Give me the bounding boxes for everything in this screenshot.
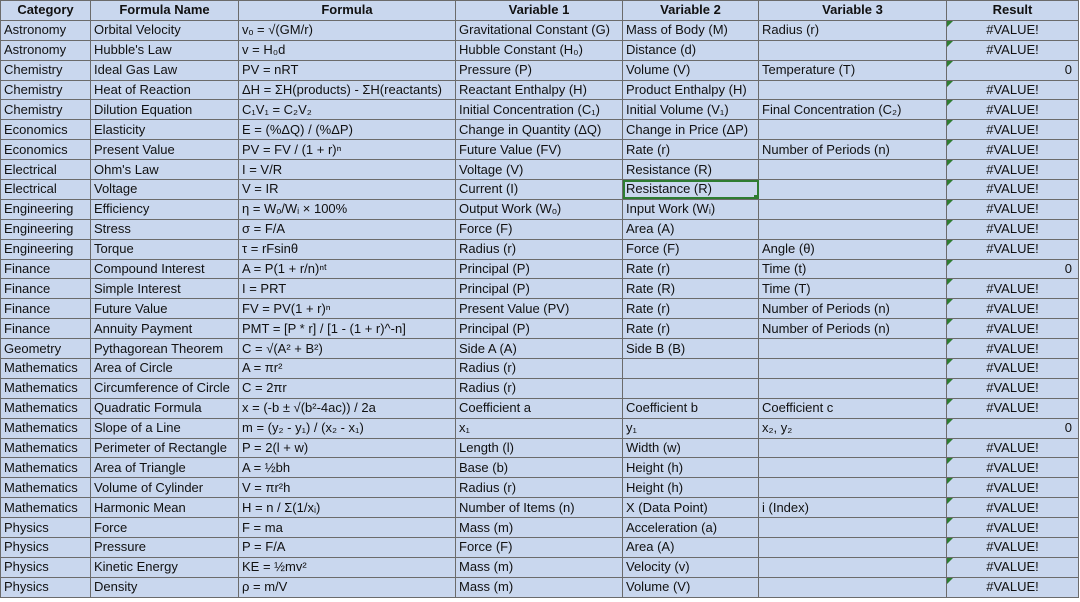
error-indicator-icon [947,319,953,325]
result-cell[interactable]: #VALUE! [947,279,1079,299]
table-row [1,239,1079,259]
variable-1-cell[interactable]: Principal (P) [456,279,623,299]
variable-2-cell[interactable]: Height (h) [623,478,759,498]
variable-1-cell[interactable]: x₁ [456,418,623,438]
table-body [1,20,1079,597]
error-indicator-icon [947,578,953,584]
result-cell[interactable]: #VALUE! [947,378,1079,398]
variable-1-cell[interactable]: Pressure (P) [456,60,623,80]
table-row [1,60,1079,80]
column-header-variable-1[interactable]: Variable 1 [456,1,623,21]
error-indicator-icon [947,299,953,305]
variable-1-cell[interactable]: Length (l) [456,438,623,458]
table-row [1,180,1079,200]
variable-2-cell[interactable]: Change in Price (ΔP) [623,120,759,140]
variable-1-cell[interactable]: Radius (r) [456,478,623,498]
formula-cell[interactable]: I = PRT [239,279,456,299]
formula-name-cell[interactable]: Harmonic Mean [91,498,239,518]
category-cell[interactable]: Mathematics [1,498,91,518]
variable-3-cell[interactable] [759,557,947,577]
formula-cell[interactable]: A = ½bh [239,458,456,478]
formula-name-cell[interactable]: Present Value [91,140,239,160]
formula-cell[interactable]: P = F/A [239,538,456,558]
table-row [1,259,1079,279]
formula-cell[interactable]: m = (y₂ - y₁) / (x₂ - x₁) [239,418,456,438]
table-row [1,359,1079,379]
result-cell[interactable]: 0 [947,60,1079,80]
formula-cell[interactable]: V = IR [239,180,456,200]
table-row [1,538,1079,558]
result-cell[interactable]: #VALUE! [947,319,1079,339]
variable-1-cell[interactable]: Mass (m) [456,557,623,577]
category-cell[interactable]: Chemistry [1,80,91,100]
variable-2-cell[interactable]: Volume (V) [623,577,759,597]
category-cell[interactable]: Chemistry [1,100,91,120]
error-indicator-icon [947,399,953,405]
category-cell[interactable]: Engineering [1,219,91,239]
variable-3-cell[interactable]: Radius (r) [759,20,947,40]
variable-1-cell[interactable]: Coefficient a [456,398,623,418]
variable-2-cell[interactable]: Velocity (v) [623,557,759,577]
result-cell[interactable]: #VALUE! [947,557,1079,577]
variable-3-cell[interactable]: Number of Periods (n) [759,140,947,160]
formula-cell[interactable]: P = 2(l + w) [239,438,456,458]
formula-cell[interactable]: I = V/R [239,160,456,180]
result-cell[interactable]: #VALUE! [947,160,1079,180]
variable-2-cell[interactable] [623,359,759,379]
category-cell[interactable]: Finance [1,259,91,279]
variable-3-cell[interactable] [759,359,947,379]
table-row [1,299,1079,319]
variable-2-cell[interactable]: Area (A) [623,538,759,558]
table-row [1,199,1079,219]
formula-name-cell[interactable]: Pythagorean Theorem [91,339,239,359]
formula-cell[interactable]: σ = F/A [239,219,456,239]
variable-2-cell[interactable]: Input Work (Wᵢ) [623,199,759,219]
variable-3-cell[interactable] [759,378,947,398]
formula-name-cell[interactable]: Area of Triangle [91,458,239,478]
formula-cell[interactable]: PV = FV / (1 + r)ⁿ [239,140,456,160]
error-indicator-icon [947,140,953,146]
variable-1-cell[interactable]: Current (I) [456,180,623,200]
formula-name-cell[interactable]: Orbital Velocity [91,20,239,40]
category-cell[interactable]: Mathematics [1,418,91,438]
formula-cell[interactable]: C = 2πr [239,378,456,398]
error-indicator-icon [947,498,953,504]
formula-name-cell[interactable]: Force [91,518,239,538]
result-cell[interactable]: #VALUE! [947,577,1079,597]
category-cell[interactable]: Engineering [1,239,91,259]
error-indicator-icon [947,379,953,385]
table-row [1,219,1079,239]
formula-name-cell[interactable]: Volume of Cylinder [91,478,239,498]
formula-name-cell[interactable]: Annuity Payment [91,319,239,339]
formula-name-cell[interactable]: Simple Interest [91,279,239,299]
variable-3-cell[interactable]: Time (T) [759,279,947,299]
variable-1-cell[interactable]: Future Value (FV) [456,140,623,160]
variable-2-cell[interactable]: Distance (d) [623,40,759,60]
formula-cell[interactable]: ρ = m/V [239,577,456,597]
error-indicator-icon [947,458,953,464]
variable-3-cell[interactable] [759,577,947,597]
formula-cell[interactable]: x = (-b ± √(b²-4ac)) / 2a [239,398,456,418]
variable-1-cell[interactable]: Present Value (PV) [456,299,623,319]
result-cell[interactable]: #VALUE! [947,359,1079,379]
formula-cell[interactable]: F = ma [239,518,456,538]
table-row [1,577,1079,597]
formula-cell[interactable]: ΔH = ΣH(products) - ΣH(reactants) [239,80,456,100]
variable-2-cell[interactable]: X (Data Point) [623,498,759,518]
error-indicator-icon [947,419,953,425]
column-header-formula-name[interactable]: Formula Name [91,1,239,21]
variable-3-cell[interactable]: Angle (θ) [759,239,947,259]
variable-2-cell[interactable]: Resistance (R) [623,160,759,180]
category-cell[interactable]: Chemistry [1,60,91,80]
variable-2-cell[interactable]: Mass of Body (M) [623,20,759,40]
error-indicator-icon [947,100,953,106]
table-row [1,398,1079,418]
category-cell[interactable]: Mathematics [1,478,91,498]
result-cell[interactable]: #VALUE! [947,518,1079,538]
error-indicator-icon [947,260,953,266]
formula-name-cell[interactable]: Torque [91,239,239,259]
table-row [1,279,1079,299]
result-cell[interactable]: #VALUE! [947,398,1079,418]
table-row [1,438,1079,458]
variable-1-cell[interactable]: Number of Items (n) [456,498,623,518]
category-cell[interactable]: Engineering [1,199,91,219]
formula-name-cell[interactable]: Future Value [91,299,239,319]
result-cell[interactable]: #VALUE! [947,339,1079,359]
column-header-result[interactable]: Result [947,1,1079,21]
table-row [1,319,1079,339]
formula-name-cell[interactable]: Ideal Gas Law [91,60,239,80]
formula-name-cell[interactable]: Elasticity [91,120,239,140]
formula-cell[interactable]: C = √(A² + B²) [239,339,456,359]
formula-name-cell[interactable]: Hubble's Law [91,40,239,60]
formula-name-cell[interactable]: Slope of a Line [91,418,239,438]
variable-2-cell[interactable]: Width (w) [623,438,759,458]
variable-1-cell[interactable]: Principal (P) [456,319,623,339]
variable-3-cell[interactable] [759,339,947,359]
category-cell[interactable]: Astronomy [1,20,91,40]
error-indicator-icon [947,439,953,445]
category-cell[interactable]: Electrical [1,160,91,180]
formula-name-cell[interactable]: Pressure [91,538,239,558]
variable-2-cell[interactable]: Area (A) [623,219,759,239]
variable-1-cell[interactable]: Mass (m) [456,518,623,538]
result-cell[interactable]: #VALUE! [947,100,1079,120]
variable-3-cell[interactable] [759,180,947,200]
category-cell[interactable]: Economics [1,140,91,160]
category-cell[interactable]: Finance [1,319,91,339]
category-cell[interactable]: Physics [1,557,91,577]
formula-cell[interactable]: τ = rFsinθ [239,239,456,259]
formula-cell[interactable]: PV = nRT [239,60,456,80]
result-cell[interactable]: #VALUE! [947,498,1079,518]
variable-2-cell[interactable]: Height (h) [623,458,759,478]
variable-3-cell[interactable]: Temperature (T) [759,60,947,80]
category-cell[interactable]: Physics [1,518,91,538]
result-cell[interactable]: #VALUE! [947,239,1079,259]
variable-3-cell[interactable] [759,160,947,180]
error-indicator-icon [947,359,953,365]
variable-1-cell[interactable]: Hubble Constant (H₀) [456,40,623,60]
table-row [1,498,1079,518]
result-cell[interactable]: #VALUE! [947,478,1079,498]
variable-2-cell[interactable]: Rate (r) [623,319,759,339]
result-cell[interactable]: #VALUE! [947,299,1079,319]
column-header-category[interactable]: Category [1,1,91,21]
variable-2-cell[interactable]: Acceleration (a) [623,518,759,538]
error-indicator-icon [947,200,953,206]
error-indicator-icon [947,339,953,345]
column-header-variable-2[interactable]: Variable 2 [623,1,759,21]
formula-cell[interactable]: vₒ = √(GM/r) [239,20,456,40]
formula-name-cell[interactable]: Efficiency [91,199,239,219]
formula-cell[interactable]: η = Wₒ/Wᵢ × 100% [239,199,456,219]
result-cell[interactable]: #VALUE! [947,458,1079,478]
variable-1-cell[interactable]: Change in Quantity (ΔQ) [456,120,623,140]
formula-cell[interactable]: E = (%ΔQ) / (%ΔP) [239,120,456,140]
table-row [1,378,1079,398]
category-cell[interactable]: Electrical [1,180,91,200]
result-cell[interactable]: #VALUE! [947,120,1079,140]
variable-1-cell[interactable]: Reactant Enthalpy (H) [456,80,623,100]
error-indicator-icon [947,240,953,246]
formula-cell[interactable]: PMT = [P * r] / [1 - (1 + r)^-n] [239,319,456,339]
error-indicator-icon [947,518,953,524]
formula-cell[interactable]: C₁V₁ = C₂V₂ [239,100,456,120]
variable-1-cell[interactable]: Base (b) [456,458,623,478]
category-cell[interactable]: Astronomy [1,40,91,60]
variable-3-cell[interactable] [759,458,947,478]
formula-cell[interactable]: KE = ½mv² [239,557,456,577]
formula-name-cell[interactable]: Perimeter of Rectangle [91,438,239,458]
formula-name-cell[interactable]: Compound Interest [91,259,239,279]
error-indicator-icon [947,160,953,166]
formula-cell[interactable]: A = πr² [239,359,456,379]
table-row [1,20,1079,40]
formula-name-cell[interactable]: Circumference of Circle [91,378,239,398]
table-row [1,40,1079,60]
table-row [1,478,1079,498]
category-cell[interactable]: Mathematics [1,398,91,418]
variable-2-cell[interactable]: Product Enthalpy (H) [623,80,759,100]
formula-name-cell[interactable]: Voltage [91,180,239,200]
formula-cell[interactable]: v = H₀d [239,40,456,60]
error-indicator-icon [947,220,953,226]
formula-name-cell[interactable]: Area of Circle [91,359,239,379]
variable-1-cell[interactable]: Force (F) [456,538,623,558]
category-cell[interactable]: Geometry [1,339,91,359]
result-cell[interactable]: 0 [947,259,1079,279]
formula-name-cell[interactable]: Quadratic Formula [91,398,239,418]
table-row [1,100,1079,120]
error-indicator-icon [947,41,953,47]
table-row [1,120,1079,140]
variable-1-cell[interactable]: Mass (m) [456,577,623,597]
error-indicator-icon [947,21,953,27]
variable-1-cell[interactable]: Radius (r) [456,378,623,398]
variable-3-cell[interactable]: Number of Periods (n) [759,299,947,319]
category-cell[interactable]: Mathematics [1,378,91,398]
table-row [1,140,1079,160]
table-row [1,418,1079,438]
variable-3-cell[interactable]: Coefficient c [759,398,947,418]
variable-1-cell[interactable]: Force (F) [456,219,623,239]
formula-cell[interactable]: A = P(1 + r/n)ⁿᵗ [239,259,456,279]
variable-2-cell[interactable]: Side B (B) [623,339,759,359]
variable-2-cell[interactable]: y₁ [623,418,759,438]
variable-2-cell[interactable]: Force (F) [623,239,759,259]
formula-cell[interactable]: FV = PV(1 + r)ⁿ [239,299,456,319]
result-cell[interactable]: #VALUE! [947,219,1079,239]
variable-2-cell[interactable]: Coefficient b [623,398,759,418]
variable-3-cell[interactable] [759,518,947,538]
error-indicator-icon [947,81,953,87]
formula-cell[interactable]: H = n / Σ(1/xᵢ) [239,498,456,518]
formula-cell[interactable]: V = πr²h [239,478,456,498]
variable-1-cell[interactable]: Initial Concentration (C₁) [456,100,623,120]
category-cell[interactable]: Finance [1,299,91,319]
table-row [1,339,1079,359]
variable-2-cell[interactable]: Initial Volume (V₁) [623,100,759,120]
variable-3-cell[interactable] [759,80,947,100]
table-row [1,518,1079,538]
result-cell[interactable]: #VALUE! [947,140,1079,160]
error-indicator-icon [947,538,953,544]
variable-1-cell[interactable]: Principal (P) [456,259,623,279]
variable-3-cell[interactable] [759,478,947,498]
table-row [1,160,1079,180]
result-cell[interactable]: #VALUE! [947,538,1079,558]
variable-1-cell[interactable]: Side A (A) [456,339,623,359]
variable-2-cell[interactable]: Volume (V) [623,60,759,80]
table-row [1,80,1079,100]
result-cell[interactable]: #VALUE! [947,199,1079,219]
result-cell[interactable]: 0 [947,418,1079,438]
result-cell[interactable]: #VALUE! [947,80,1079,100]
variable-2-cell[interactable]: Rate (r) [623,259,759,279]
variable-1-cell[interactable]: Radius (r) [456,359,623,379]
column-header-variable-3[interactable]: Variable 3 [759,1,947,21]
formula-name-cell[interactable]: Dilution Equation [91,100,239,120]
category-cell[interactable]: Economics [1,120,91,140]
table-row [1,458,1079,478]
variable-3-cell[interactable] [759,120,947,140]
error-indicator-icon [947,61,953,67]
variable-3-cell[interactable] [759,199,947,219]
result-cell[interactable]: #VALUE! [947,20,1079,40]
column-header-formula[interactable]: Formula [239,1,456,21]
variable-3-cell[interactable] [759,40,947,60]
formula-name-cell[interactable]: Stress [91,219,239,239]
variable-3-cell[interactable]: Final Concentration (C₂) [759,100,947,120]
category-cell[interactable]: Physics [1,538,91,558]
category-cell[interactable]: Physics [1,577,91,597]
variable-2-cell[interactable] [623,378,759,398]
error-indicator-icon [947,279,953,285]
variable-3-cell[interactable] [759,538,947,558]
variable-1-cell[interactable]: Radius (r) [456,239,623,259]
variable-3-cell[interactable]: Number of Periods (n) [759,319,947,339]
result-cell[interactable]: #VALUE! [947,438,1079,458]
variable-2-cell[interactable]: Rate (r) [623,140,759,160]
formula-name-cell[interactable]: Ohm's Law [91,160,239,180]
result-cell[interactable]: #VALUE! [947,40,1079,60]
variable-1-cell[interactable]: Voltage (V) [456,160,623,180]
category-cell[interactable]: Mathematics [1,438,91,458]
error-indicator-icon [947,478,953,484]
error-indicator-icon [947,120,953,126]
variable-3-cell[interactable]: Time (t) [759,259,947,279]
variable-3-cell[interactable]: x₂, y₂ [759,418,947,438]
variable-2-cell[interactable]: Resistance (R) [623,180,759,200]
formula-name-cell[interactable]: Heat of Reaction [91,80,239,100]
error-indicator-icon [947,180,953,186]
formula-name-cell[interactable]: Density [91,577,239,597]
category-cell[interactable]: Finance [1,279,91,299]
variable-1-cell[interactable]: Output Work (Wₒ) [456,199,623,219]
variable-3-cell[interactable] [759,219,947,239]
error-indicator-icon [947,558,953,564]
variable-2-cell[interactable]: Rate (r) [623,299,759,319]
formula-name-cell[interactable]: Kinetic Energy [91,557,239,577]
category-cell[interactable]: Mathematics [1,359,91,379]
variable-1-cell[interactable]: Gravitational Constant (G) [456,20,623,40]
result-cell[interactable]: #VALUE! [947,180,1079,200]
category-cell[interactable]: Mathematics [1,458,91,478]
header-row [1,1,1079,21]
table-row [1,557,1079,577]
variable-3-cell[interactable]: i (Index) [759,498,947,518]
variable-3-cell[interactable] [759,438,947,458]
variable-2-cell[interactable]: Rate (R) [623,279,759,299]
